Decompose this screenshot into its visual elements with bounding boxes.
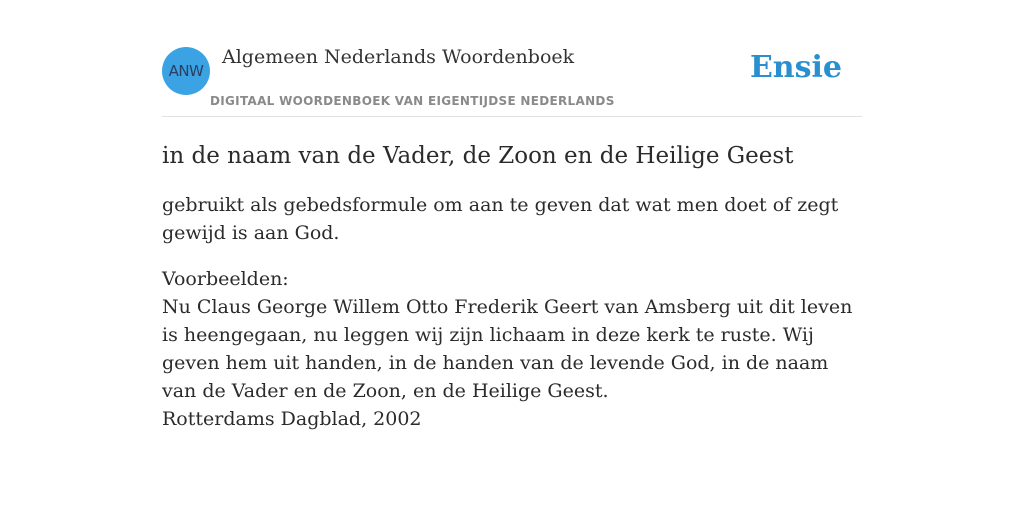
- entry-card: [162, 44, 862, 433]
- source-subtitle: DIGITAAL WOORDENBOEK VAN EIGENTIJDSE NEDERLANDS: [210, 94, 615, 108]
- example-text: Nu Claus George Willem Otto Frederik Geert van Amsberg uit dit leven is heengegaan, nu leggen wij zijn lichaam in deze kerk te ruste. Wij geven hem uit handen, in de handen van de levende God, in de naam van de Vader en de Zoon, en de Heilige Geest.: [162, 296, 853, 402]
- examples: [162, 265, 862, 433]
- example-source: Rotterdams Dagblad, 2002: [162, 408, 422, 430]
- anw-logo: [162, 47, 210, 95]
- examples-label: Voorbeelden:: [162, 268, 289, 290]
- brand-logo[interactable]: Ensie: [749, 50, 842, 85]
- headword: in de naam van de Vader, de Zoon en de Heilige Geest: [162, 143, 794, 169]
- header: [162, 44, 862, 117]
- logo-text: ANW: [168, 62, 204, 80]
- source-title: Algemeen Nederlands Woordenboek: [222, 46, 575, 68]
- definition: gebruikt als gebedsformule om aan te geven dat wat men doet of zegt gewijd is aan God.: [162, 194, 839, 244]
